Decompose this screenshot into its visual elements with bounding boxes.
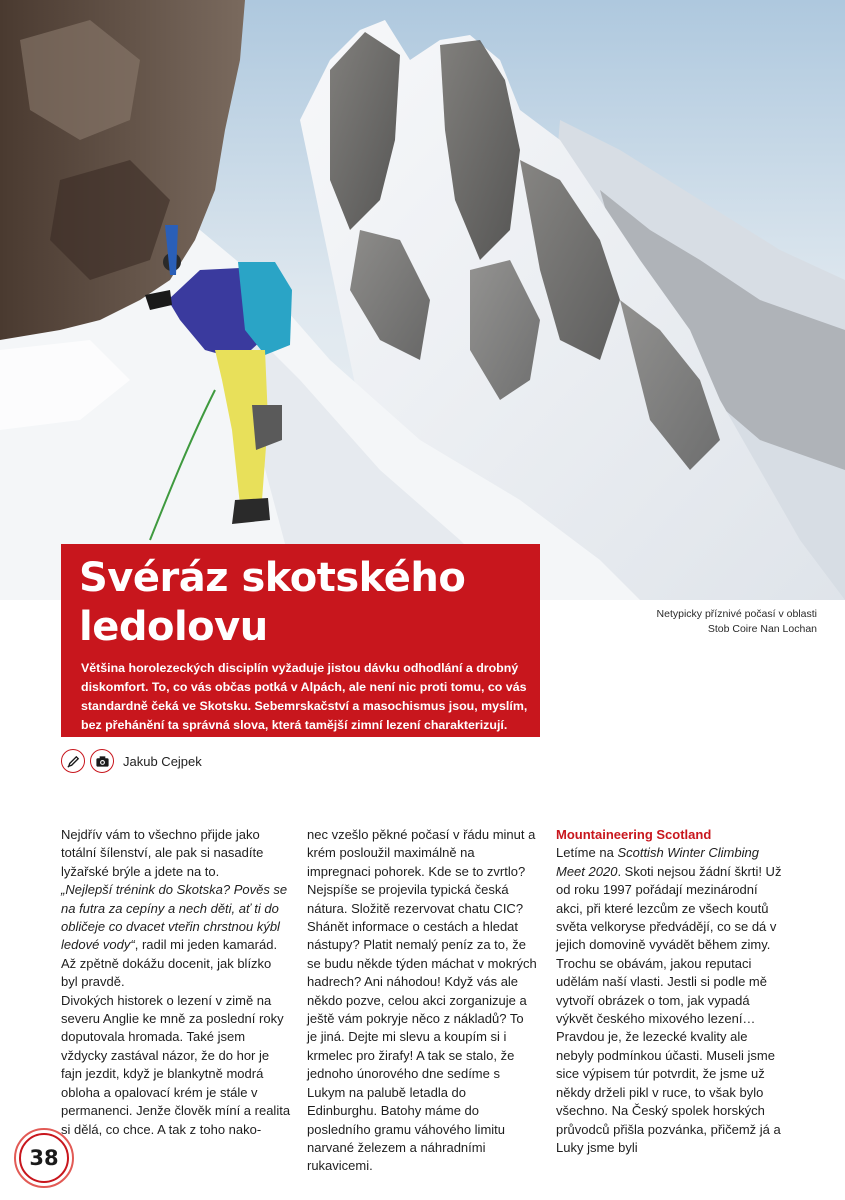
- col2-p2: Nejspíše se projevila typická česká nátura. Složitě rezervovat chatu CIC? Shánět informace o cestách a hledat nástupy? Platit nemalý peníz za to, že se budu někde týden máchat v mokrých hadrech? Ani náhodou! Když vás ale někdo pozve, celou akci zorganizuje a ještě vám pokryje něco z nákladů? To je jiná. Dejte mi slevu a koupím si i krmelec pro žirafy! A tak se stalo, že jednoho únorového dne sedíme s Lukym na palubě letadla do Edinburghu. Batohy máme do posledního gramu váhového limitu narvané železem a náhradními rukavicemi.: [307, 882, 537, 1174]
- col3-p1-start: Letíme na: [556, 845, 618, 861]
- column-1: [61, 826, 291, 1139]
- title-line-1: Svéráz skotského: [79, 555, 466, 601]
- col1-p2: Divokých historek o lezení v zimě na severu Anglie ke mně za poslední roky doputovala hromada. Také jsem vždycky zastával názor, že do hor je fajn jezdit, když je blankytně modrá obloha a opalovací krém je stále v permanenci. Jenže člověk míní a realita si dělá, co chce. A tak z toho nako-: [61, 992, 291, 1137]
- col1-quote: „Nejlepší trénink do Skotska? Pověs se na futra za cepíny a nech děti, ať ti do obličeje co dvacet vteřin chrstnou kýbl ledové vody“: [61, 882, 288, 953]
- section-heading: Mountaineering Scotland: [556, 827, 712, 842]
- author-name: Jakub Cejpek: [123, 753, 202, 769]
- page-number: 38: [29, 1146, 59, 1170]
- article-title: [79, 554, 529, 652]
- caption-line-2: Stob Coire Nan Lochan: [707, 623, 817, 635]
- camera-icon: [90, 749, 114, 773]
- article-lead: Většina horolezeckých disciplín vyžaduje jistou dávku odhodlání a drobný diskomfort. To, co vás občas potká v Alpách, ale není nic proti tomu, co vás standardně čeká ve Skotsku. Sebemrskačství a masochismus jsou, myslím, bez přehánění ta správná slova, která tamější zimní lezení charakterizují.: [81, 661, 528, 732]
- photo-caption: [557, 607, 817, 637]
- event-name: Scottish Winter Climbing Meet 2020: [556, 845, 759, 879]
- title-line-2: ledolovu: [79, 604, 268, 650]
- col1-p1: Nejdřív vám to všechno přijde jako totální šílenství, ale pak si nasadíte lyžařské brýle a jdete na to.: [61, 827, 264, 879]
- col1-p1-end: , radil mi jeden kamarád. Až zpětně dokážu docenit, jak blízko byl pravdě.: [61, 937, 278, 990]
- col3-p1-end: . Skoti nejsou žádní škrti! Už od roku 1997 pořádají mezinárodní akci, při které lezcům ze všech koutů světa velkoryse předvádějí, co se dá v jejich domovině vyvádět během zimy. Trochu se obávám, jakou reputaci udělám naší vlasti. Jestli si podle mě vytvoří obrázek o tom, jak vypadá výkvět českého mixového lezení… Pravdou je, že lezecké kvality ale nebyly podmínkou účasti. Museli jsme sice výpisem túr potvrdit, že jsme už někdy drželi pikl v ruce, to však bylo všechno. Na Český spolek horských průvodců přišla pozvánka, přičemž já a Luky jsme byli: [556, 863, 782, 1155]
- credits: [61, 748, 202, 774]
- column-2: [307, 826, 537, 1176]
- paragraph: [61, 826, 291, 992]
- pen-icon: [61, 749, 85, 773]
- title-box: [61, 544, 540, 737]
- column-3: [556, 826, 786, 1157]
- paragraph: [556, 844, 786, 1157]
- page-number-badge: [14, 1128, 74, 1188]
- col2-p1: nec vzešlo pěkné počasí v řádu minut a krém posloužil maximálně na impregnaci pohorek. Kde se to zvrtlo?: [307, 827, 536, 879]
- caption-line-1: Netypicky příznivé počasí v oblasti: [656, 608, 817, 620]
